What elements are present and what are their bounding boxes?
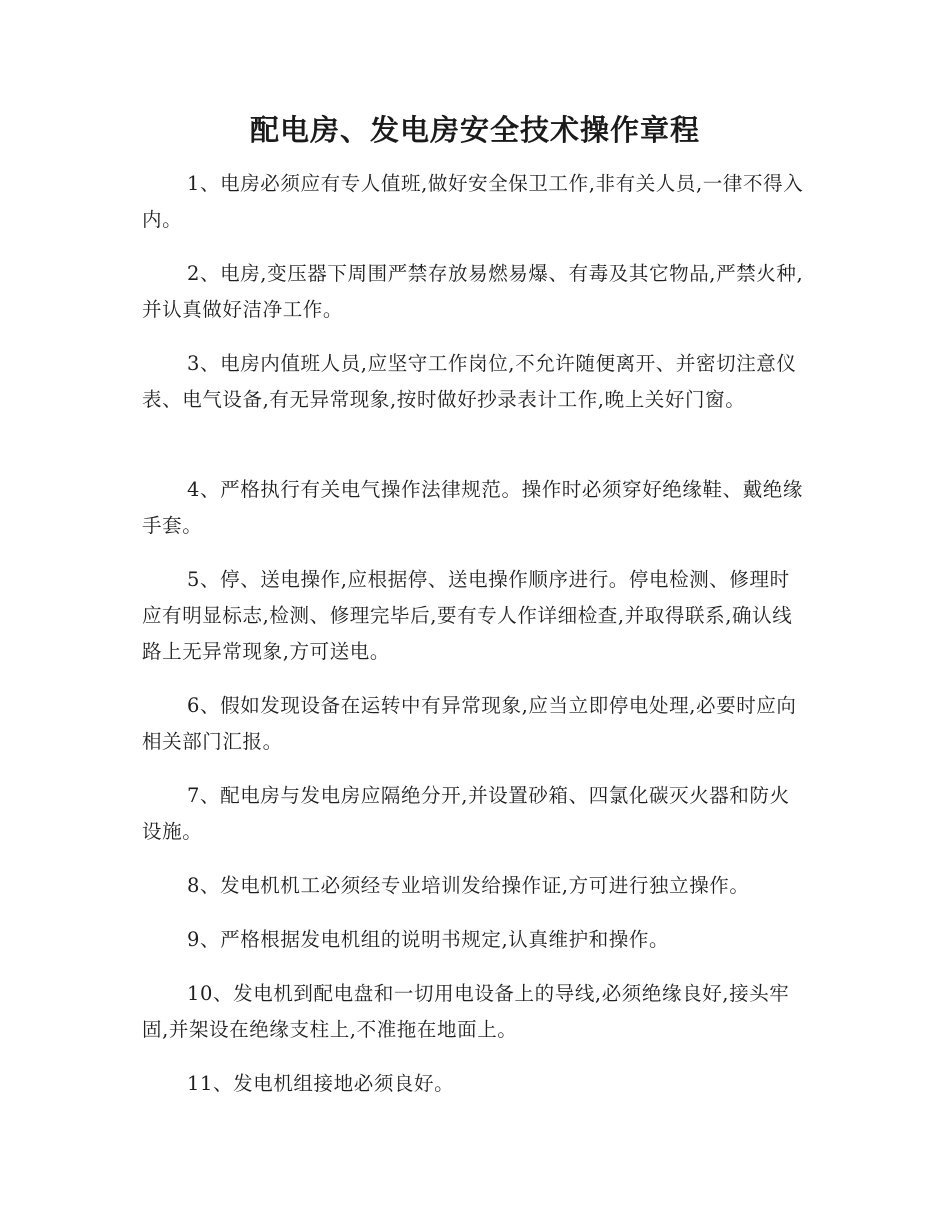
paragraph-rule-10: 10、发电机到配电盘和一切用电设备上的导线,必须绝缘良好,接头牢固,并架设在绝缘支柱上,不准拖在地面上。 <box>142 982 790 1041</box>
paragraph-rule-1: 1、电房必须应有专人值班,做好安全保卫工作,非有关人员,一律不得入内。 <box>142 172 804 231</box>
paragraph-rule-11: 11、发电机组接地必须良好。 <box>187 1072 455 1095</box>
paragraph-rule-9: 9、严格根据发电机组的说明书规定,认真维护和操作。 <box>187 928 670 951</box>
paragraph-rule-6: 6、假如发现设备在运转中有异常现象,应当立即停电处理,必要时应向相关部门汇报。 <box>142 694 797 753</box>
paragraph-rule-4: 4、严格执行有关电气操作法律规范。操作时必须穿好绝缘鞋、戴绝缘手套。 <box>142 478 804 537</box>
paragraph-rule-8: 8、发电机机工必须经专业培训发给操作证,方可进行独立操作。 <box>187 874 750 897</box>
document-title: 配电房、发电房安全技术操作章程 <box>249 113 700 147</box>
paragraph-rule-3: 3、电房内值班人员,应坚守工作岗位,不允许随便离开、并密切注意仪表、电气设备,有无异常现象,按时做好抄录表计工作,晚上关好门窗。 <box>142 352 797 411</box>
paragraph-rule-5: 5、停、送电操作,应根据停、送电操作顺序进行。停电检测、修理时应有明显标志,检测、修理完毕后,要有专人作详细检查,并取得联系,确认线路上无异常现象,方可送电。 <box>142 568 793 663</box>
paragraph-rule-7: 7、配电房与发电房应隔绝分开,并设置砂箱、四氯化碳灭火器和防火设施。 <box>142 784 790 843</box>
paragraph-rule-2: 2、电房,变压器下周围严禁存放易燃易爆、有毒及其它物品,严禁火种,并认真做好洁净工作。 <box>142 262 804 321</box>
